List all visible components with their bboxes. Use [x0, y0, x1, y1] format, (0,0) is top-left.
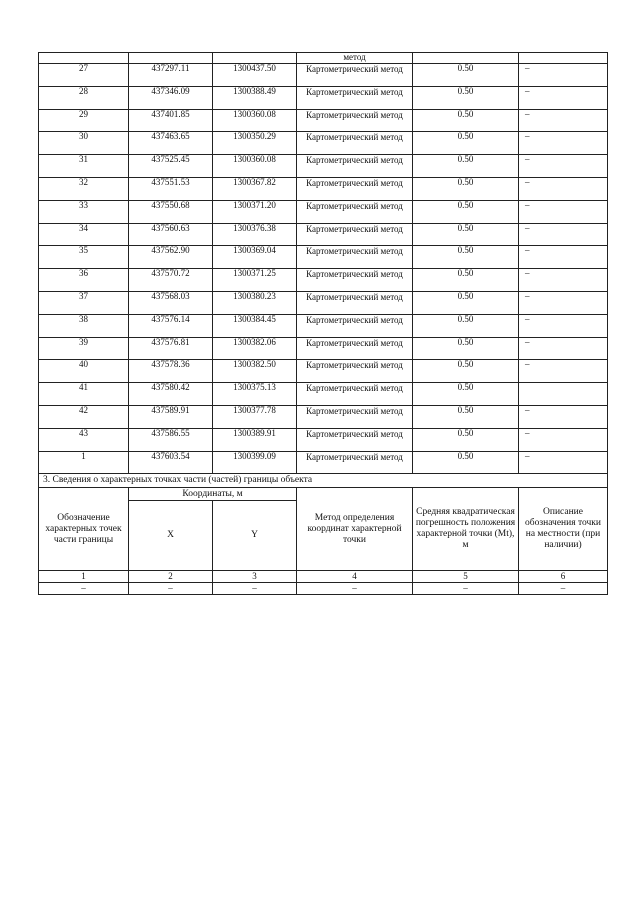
method: Картометрический метод — [297, 155, 413, 178]
header-description: Описание обозначения точки на местности (при наличии) — [519, 488, 608, 571]
accuracy: 0.50 — [413, 314, 519, 337]
method: Картометрический метод — [297, 246, 413, 269]
point-row — [39, 428, 608, 451]
point-row — [39, 246, 608, 269]
point-row — [39, 155, 608, 178]
boundary-points-table — [38, 52, 608, 474]
description: – — [519, 451, 608, 474]
method: Картометрический метод — [297, 223, 413, 246]
point-number: 1 — [39, 451, 129, 474]
coord-x: 437550.68 — [129, 200, 213, 223]
description: – — [519, 155, 608, 178]
coord-x: 437562.90 — [129, 246, 213, 269]
empty-cell: – — [129, 583, 213, 595]
point-row — [39, 314, 608, 337]
description: – — [519, 223, 608, 246]
accuracy: 0.50 — [413, 405, 519, 428]
description — [519, 383, 608, 406]
accuracy: 0.50 — [413, 132, 519, 155]
point-number: 30 — [39, 132, 129, 155]
coord-x: 437568.03 — [129, 291, 213, 314]
section3-header-row — [39, 488, 608, 501]
point-row — [39, 132, 608, 155]
coord-y: 1300389.91 — [213, 428, 297, 451]
description: – — [519, 428, 608, 451]
accuracy: 0.50 — [413, 177, 519, 200]
empty-cell: – — [519, 583, 608, 595]
header-x: X — [129, 501, 213, 571]
col-number: 2 — [129, 571, 213, 583]
point-row — [39, 86, 608, 109]
accuracy: 0.50 — [413, 428, 519, 451]
col-number: 3 — [213, 571, 297, 583]
coord-y: 1300384.45 — [213, 314, 297, 337]
point-row — [39, 269, 608, 292]
coord-x: 437346.09 — [129, 86, 213, 109]
point-row — [39, 200, 608, 223]
method: Картометрический метод — [297, 405, 413, 428]
coord-x: 437580.42 — [129, 383, 213, 406]
coord-x: 437576.14 — [129, 314, 213, 337]
coord-y: 1300375.13 — [213, 383, 297, 406]
description: – — [519, 291, 608, 314]
point-number: 27 — [39, 64, 129, 87]
coord-x: 437576.81 — [129, 337, 213, 360]
point-number: 40 — [39, 360, 129, 383]
method: Картометрический метод — [297, 383, 413, 406]
point-number: 43 — [39, 428, 129, 451]
accuracy: 0.50 — [413, 383, 519, 406]
continuation-method-cell: метод — [297, 53, 413, 64]
coord-y: 1300376.38 — [213, 223, 297, 246]
coord-y: 1300369.04 — [213, 246, 297, 269]
description: – — [519, 337, 608, 360]
empty-data-row — [39, 583, 608, 595]
method: Картометрический метод — [297, 360, 413, 383]
description: – — [519, 269, 608, 292]
section3-title-row — [39, 474, 608, 488]
method: Картометрический метод — [297, 109, 413, 132]
description: – — [519, 132, 608, 155]
section3-table — [38, 473, 608, 595]
header-coordinates: Координаты, м — [129, 488, 297, 501]
coord-y: 1300350.29 — [213, 132, 297, 155]
method: Картометрический метод — [297, 337, 413, 360]
document-sheet — [38, 52, 607, 595]
point-number: 33 — [39, 200, 129, 223]
description: – — [519, 405, 608, 428]
accuracy: 0.50 — [413, 109, 519, 132]
col-number: 6 — [519, 571, 608, 583]
accuracy: 0.50 — [413, 360, 519, 383]
point-row — [39, 405, 608, 428]
accuracy: 0.50 — [413, 200, 519, 223]
col-number: 5 — [413, 571, 519, 583]
coord-x: 437570.72 — [129, 269, 213, 292]
point-row — [39, 383, 608, 406]
description: – — [519, 246, 608, 269]
header-designation: Обозначение характерных точек части границы — [39, 488, 129, 571]
empty-cell: – — [39, 583, 129, 595]
coord-y: 1300399.09 — [213, 451, 297, 474]
point-number: 34 — [39, 223, 129, 246]
accuracy: 0.50 — [413, 64, 519, 87]
description: – — [519, 86, 608, 109]
coord-x: 437297.11 — [129, 64, 213, 87]
point-number: 39 — [39, 337, 129, 360]
point-number: 36 — [39, 269, 129, 292]
description: – — [519, 64, 608, 87]
method: Картометрический метод — [297, 428, 413, 451]
point-number: 29 — [39, 109, 129, 132]
method: Картометрический метод — [297, 132, 413, 155]
coord-x: 437603.54 — [129, 451, 213, 474]
coord-y: 1300367.82 — [213, 177, 297, 200]
coord-y: 1300388.49 — [213, 86, 297, 109]
accuracy: 0.50 — [413, 451, 519, 474]
method: Картометрический метод — [297, 451, 413, 474]
point-row — [39, 291, 608, 314]
coord-x: 437578.36 — [129, 360, 213, 383]
empty-cell: – — [213, 583, 297, 595]
method: Картометрический метод — [297, 177, 413, 200]
accuracy: 0.50 — [413, 155, 519, 178]
point-row — [39, 360, 608, 383]
accuracy: 0.50 — [413, 269, 519, 292]
accuracy: 0.50 — [413, 86, 519, 109]
method: Картометрический метод — [297, 269, 413, 292]
point-row — [39, 64, 608, 87]
point-number: 37 — [39, 291, 129, 314]
point-number: 38 — [39, 314, 129, 337]
coord-y: 1300382.50 — [213, 360, 297, 383]
description: – — [519, 360, 608, 383]
coord-y: 1300360.08 — [213, 109, 297, 132]
method: Картометрический метод — [297, 291, 413, 314]
header-method: Метод определения координат характерной точки — [297, 488, 413, 571]
coord-y: 1300382.06 — [213, 337, 297, 360]
point-row — [39, 177, 608, 200]
point-row — [39, 337, 608, 360]
column-number-row — [39, 571, 608, 583]
empty-cell: – — [413, 583, 519, 595]
point-number: 31 — [39, 155, 129, 178]
col-number: 4 — [297, 571, 413, 583]
point-row — [39, 109, 608, 132]
method: Картометрический метод — [297, 200, 413, 223]
coord-x: 437551.53 — [129, 177, 213, 200]
accuracy: 0.50 — [413, 246, 519, 269]
accuracy: 0.50 — [413, 223, 519, 246]
coord-x: 437560.63 — [129, 223, 213, 246]
point-number: 41 — [39, 383, 129, 406]
coord-x: 437463.65 — [129, 132, 213, 155]
method: Картометрический метод — [297, 64, 413, 87]
coord-x: 437589.91 — [129, 405, 213, 428]
accuracy: 0.50 — [413, 337, 519, 360]
continuation-row — [39, 53, 608, 64]
point-number: 35 — [39, 246, 129, 269]
coord-y: 1300437.50 — [213, 64, 297, 87]
coord-y: 1300371.20 — [213, 200, 297, 223]
point-number: 42 — [39, 405, 129, 428]
point-number: 28 — [39, 86, 129, 109]
accuracy: 0.50 — [413, 291, 519, 314]
coord-y: 1300371.25 — [213, 269, 297, 292]
section3-title: 3. Сведения о характерных точках части (частей) границы объекта — [39, 474, 608, 488]
header-y: Y — [213, 501, 297, 571]
coord-y: 1300377.78 — [213, 405, 297, 428]
coord-y: 1300380.23 — [213, 291, 297, 314]
description: – — [519, 177, 608, 200]
coord-y: 1300360.08 — [213, 155, 297, 178]
method: Картометрический метод — [297, 86, 413, 109]
method: Картометрический метод — [297, 314, 413, 337]
header-accuracy: Средняя квадратическая погрешность положения характерной точки (Mt), м — [413, 488, 519, 571]
col-number: 1 — [39, 571, 129, 583]
empty-cell: – — [297, 583, 413, 595]
description: – — [519, 314, 608, 337]
point-row — [39, 451, 608, 474]
coord-x: 437525.45 — [129, 155, 213, 178]
coord-x: 437586.55 — [129, 428, 213, 451]
description: – — [519, 200, 608, 223]
point-row — [39, 223, 608, 246]
point-number: 32 — [39, 177, 129, 200]
coord-x: 437401.85 — [129, 109, 213, 132]
description: – — [519, 109, 608, 132]
